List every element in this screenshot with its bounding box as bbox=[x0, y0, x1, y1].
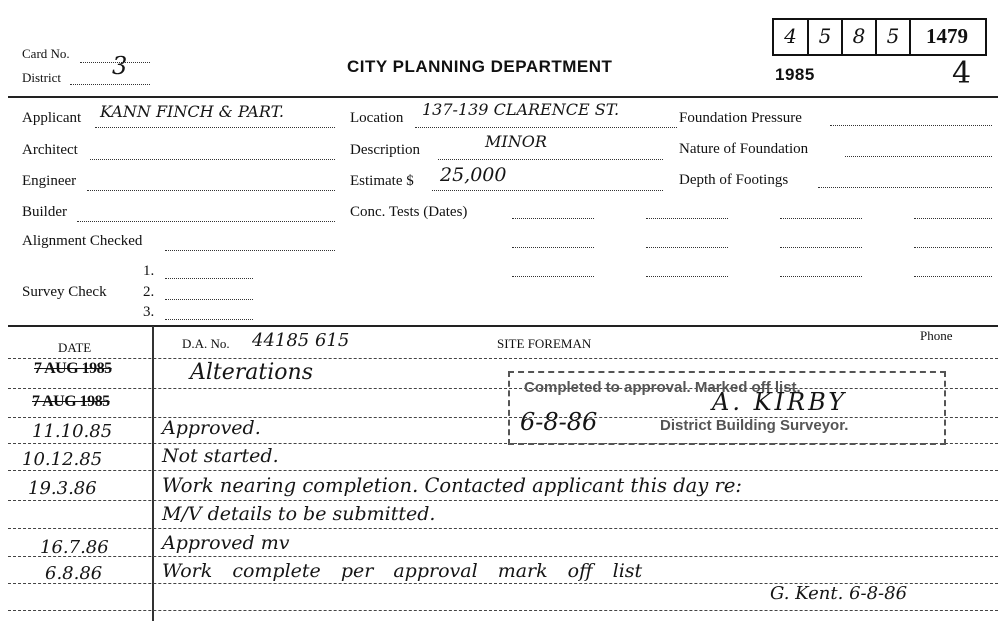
conc-test-date-line bbox=[646, 247, 728, 248]
location-value: 137-139 CLARENCE ST. bbox=[422, 100, 620, 119]
stamp-text-completed: Completed to approval. Marked off list. bbox=[524, 379, 801, 396]
foundation-pressure-line bbox=[830, 125, 992, 126]
phone-label: Phone bbox=[920, 328, 953, 343]
log-date: 7 AUG 1985 bbox=[32, 393, 110, 410]
survey-number: 1. bbox=[143, 263, 155, 279]
header-rule bbox=[8, 96, 998, 98]
row-rule bbox=[8, 358, 998, 359]
engineer-label: Engineer bbox=[22, 173, 77, 189]
log-note: Work nearing completion. Contacted applicant this day re: bbox=[162, 474, 742, 497]
conc-test-date-line bbox=[780, 247, 862, 248]
log-date: 7 AUG 1985 bbox=[34, 360, 112, 377]
nature-of-foundation-label: Nature of Foundation bbox=[679, 141, 809, 157]
estimate-line bbox=[432, 190, 663, 191]
estimate-value: 25,000 bbox=[440, 164, 507, 186]
conc-tests-label: Conc. Tests (Dates) bbox=[350, 204, 468, 220]
log-date: 19.3.86 bbox=[28, 478, 97, 499]
site-foreman-label: SITE FOREMAN bbox=[497, 336, 592, 351]
department-title: CITY PLANNING DEPARTMENT bbox=[347, 57, 613, 76]
estimate-label: Estimate $ bbox=[350, 173, 414, 189]
location-label: Location bbox=[350, 110, 404, 126]
year-printed: 1985 bbox=[775, 65, 815, 84]
ref-digit-3: 8 bbox=[852, 24, 866, 48]
survey-line bbox=[165, 319, 253, 320]
log-note: Work complete per approval mark off list bbox=[162, 560, 643, 582]
log-note: Not started. bbox=[162, 445, 279, 467]
card-no-value: 3 bbox=[112, 52, 128, 80]
log-date: 6.8.86 bbox=[45, 563, 103, 584]
conc-test-date-line bbox=[914, 247, 992, 248]
description-label: Description bbox=[350, 142, 420, 158]
district-line bbox=[70, 84, 150, 85]
stamp-text-surveyor: District Building Surveyor. bbox=[660, 417, 849, 434]
row-rule bbox=[8, 470, 998, 471]
architect-label: Architect bbox=[22, 142, 78, 158]
card-no-label: Card No. bbox=[22, 46, 70, 61]
conc-test-date-line bbox=[914, 276, 992, 277]
nature-of-foundation-line bbox=[845, 156, 992, 157]
survey-number: 3. bbox=[143, 304, 155, 320]
applicant-line bbox=[95, 127, 335, 128]
alignment-line bbox=[165, 250, 335, 251]
ref-digit-4: 5 bbox=[886, 24, 900, 48]
conc-test-date-line bbox=[512, 247, 594, 248]
description-value: MINOR bbox=[485, 132, 547, 151]
conc-test-date-line bbox=[914, 218, 992, 219]
builder-line bbox=[77, 221, 335, 222]
date-header: DATE bbox=[58, 340, 92, 355]
conc-test-date-line bbox=[780, 218, 862, 219]
log-note: M/V details to be submitted. bbox=[162, 503, 436, 525]
conc-test-date-line bbox=[780, 276, 862, 277]
row-rule bbox=[8, 500, 998, 501]
row-rule bbox=[8, 610, 998, 611]
ref-digit-2: 5 bbox=[818, 24, 832, 48]
survey-line bbox=[165, 299, 253, 300]
log-note: Alterations bbox=[190, 360, 313, 385]
description-line bbox=[438, 159, 663, 160]
architect-line bbox=[90, 159, 335, 160]
log-date: 16.7.86 bbox=[40, 537, 109, 558]
log-date: 11.10.85 bbox=[32, 421, 113, 442]
engineer-line bbox=[87, 190, 335, 191]
conc-test-date-line bbox=[512, 218, 594, 219]
applicant-value: KANN FINCH & PART. bbox=[100, 102, 284, 121]
ref-number: 1479 bbox=[926, 24, 968, 48]
stamp-date: 6-8-86 bbox=[520, 408, 598, 436]
applicant-label: Applicant bbox=[22, 110, 82, 126]
district-label: District bbox=[22, 70, 61, 85]
corner-mark: 4 bbox=[952, 56, 972, 91]
log-note: Approved. bbox=[162, 417, 261, 439]
conc-test-date-line bbox=[512, 276, 594, 277]
foundation-pressure-label: Foundation Pressure bbox=[679, 110, 802, 126]
builder-label: Builder bbox=[22, 204, 67, 220]
log-note: Approved mv bbox=[162, 532, 290, 554]
row-rule bbox=[8, 528, 998, 529]
depth-of-footings-label: Depth of Footings bbox=[679, 172, 789, 188]
ref-digit-1: 4 bbox=[784, 24, 797, 48]
location-line bbox=[415, 127, 677, 128]
alignment-label: Alignment Checked bbox=[22, 233, 143, 249]
survey-number: 2. bbox=[143, 284, 155, 300]
reference-box bbox=[772, 18, 987, 56]
log-date: 10.12.85 bbox=[22, 449, 103, 470]
row-rule bbox=[8, 556, 998, 557]
final-signature: G. Kent. 6-8-86 bbox=[770, 583, 908, 604]
survey-line bbox=[165, 278, 253, 279]
depth-of-footings-line bbox=[818, 187, 992, 188]
survey-label: Survey Check bbox=[22, 284, 107, 300]
conc-test-date-line bbox=[646, 218, 728, 219]
conc-test-date-line bbox=[646, 276, 728, 277]
stamp-signature: A. KIRBY bbox=[712, 388, 848, 416]
da-no-label: D.A. No. bbox=[182, 336, 230, 351]
log-section-rule bbox=[8, 325, 998, 327]
da-no-value: 44185 615 bbox=[252, 330, 350, 351]
date-column-divider bbox=[152, 326, 154, 621]
